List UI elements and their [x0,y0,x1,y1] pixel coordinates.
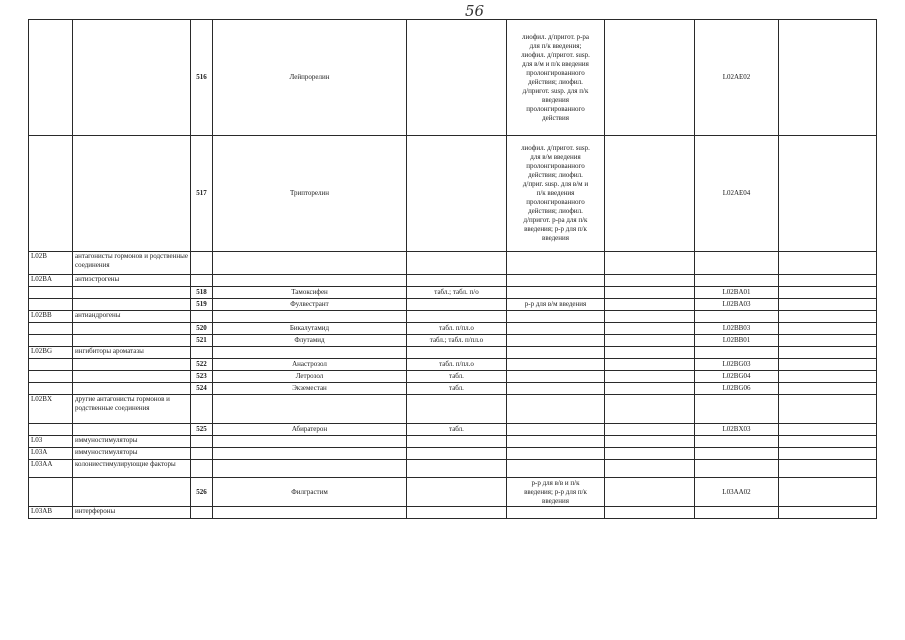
drug-row [29,424,877,436]
atc-code: L02BG06 [695,383,779,395]
atc-group-name: антиандрогены [73,311,191,323]
group-row [29,436,877,448]
dosage-form: табл. [407,383,507,395]
atc-code: L02AE02 [695,20,779,136]
dosage-form: табл.; табл. п/о [407,287,507,299]
drug-table [28,19,877,519]
drug-number: 518 [191,287,213,299]
dosage-form: табл. [407,371,507,383]
drug-row [29,323,877,335]
atc-group-name: ингибиторы ароматазы [73,347,191,359]
drug-name: Фулвестрант [213,299,407,311]
atc-group-name: колониестимулирующие факторы [73,460,191,478]
drug-number: 526 [191,478,213,507]
drug-name: Тамоксифен [213,287,407,299]
drug-number: 521 [191,335,213,347]
drug-row [29,335,877,347]
atc-group-code: L03A [29,448,73,460]
drug-row [29,359,877,371]
dosage-form: лиофил. д/пригот. susp. для в/м введения пролонгированного действия; лиофил. д/приг. susp. для в/м и п/к введения пролонгированного действия; лиофил. д/пригот. р-ра для п/к введения; р-р для п/к введения [507,136,605,252]
drug-name: Бикалутамид [213,323,407,335]
atc-group-name: другие антагонисты гормонов и родственные соединения [73,395,191,424]
atc-group-name: иммуностимуляторы [73,448,191,460]
atc-group-code: L02BB [29,311,73,323]
page-number: 56 [465,2,485,20]
atc-group-name: антагонисты гормонов и родственные соединения [73,252,191,275]
drug-number: 525 [191,424,213,436]
drug-number: 522 [191,359,213,371]
atc-group-code: L02B [29,252,73,275]
atc-code: L02BB03 [695,323,779,335]
drug-name: Лейпрорелин [213,20,407,136]
dosage-form-injection: р-р для в/м введения [507,299,605,311]
group-row [29,448,877,460]
drug-row [29,371,877,383]
atc-code: L02BB01 [695,335,779,347]
drug-name: Флутамид [213,335,407,347]
group-row [29,507,877,519]
drug-row [29,478,877,507]
drug-row [29,136,877,252]
dosage-form: табл.; табл. п/пл.о [407,335,507,347]
atc-group-code: L02BX [29,395,73,424]
atc-code: L03AA02 [695,478,779,507]
drug-name: Анастрозол [213,359,407,371]
drug-number: 524 [191,383,213,395]
atc-group-code: L03AA [29,460,73,478]
drug-number: 519 [191,299,213,311]
drug-row [29,299,877,311]
group-row [29,311,877,323]
atc-code: L02BX03 [695,424,779,436]
drug-name: Абиратерон [213,424,407,436]
drug-number: 523 [191,371,213,383]
dosage-form: табл. п/пл.о [407,359,507,371]
dosage-form: лиофил. д/пригот. р-ра для п/к введения; лиофил. д/пригот. susp. для в/м и п/к введения пролонгированного действия; лиофил. д/пригот. susp. для п/к введения пролонгированного действия [507,20,605,136]
drug-name: Летрозол [213,371,407,383]
atc-group-name: антиэстрогены [73,275,191,287]
group-row [29,460,877,478]
atc-group-name: иммуностимуляторы [73,436,191,448]
dosage-form: табл. п/пл.о [407,323,507,335]
drug-number: 517 [191,136,213,252]
atc-group-name: интерфероны [73,507,191,519]
atc-group-code: L03AB [29,507,73,519]
atc-group-code: L02BA [29,275,73,287]
drug-name: Филграстим [213,478,407,507]
atc-code: L02BG04 [695,371,779,383]
drug-number: 520 [191,323,213,335]
drug-number: 516 [191,20,213,136]
group-row [29,347,877,359]
dosage-form [407,478,507,507]
dosage-form: табл. [407,424,507,436]
dosage-form [407,299,507,311]
drug-row [29,287,877,299]
drug-name: Трипторелин [213,136,407,252]
atc-group-code: L03 [29,436,73,448]
atc-code: L02BA03 [695,299,779,311]
drug-name: Экземестан [213,383,407,395]
drug-row [29,20,877,136]
dosage-form-injection: р-р для в/в и п/к введения; р-р для п/к введения [507,478,605,507]
atc-group-code: L02BG [29,347,73,359]
group-row [29,252,877,275]
group-row [29,275,877,287]
group-row [29,395,877,424]
atc-code: L02BA01 [695,287,779,299]
drug-row [29,383,877,395]
atc-code: L02BG03 [695,359,779,371]
atc-code: L02AE04 [695,136,779,252]
